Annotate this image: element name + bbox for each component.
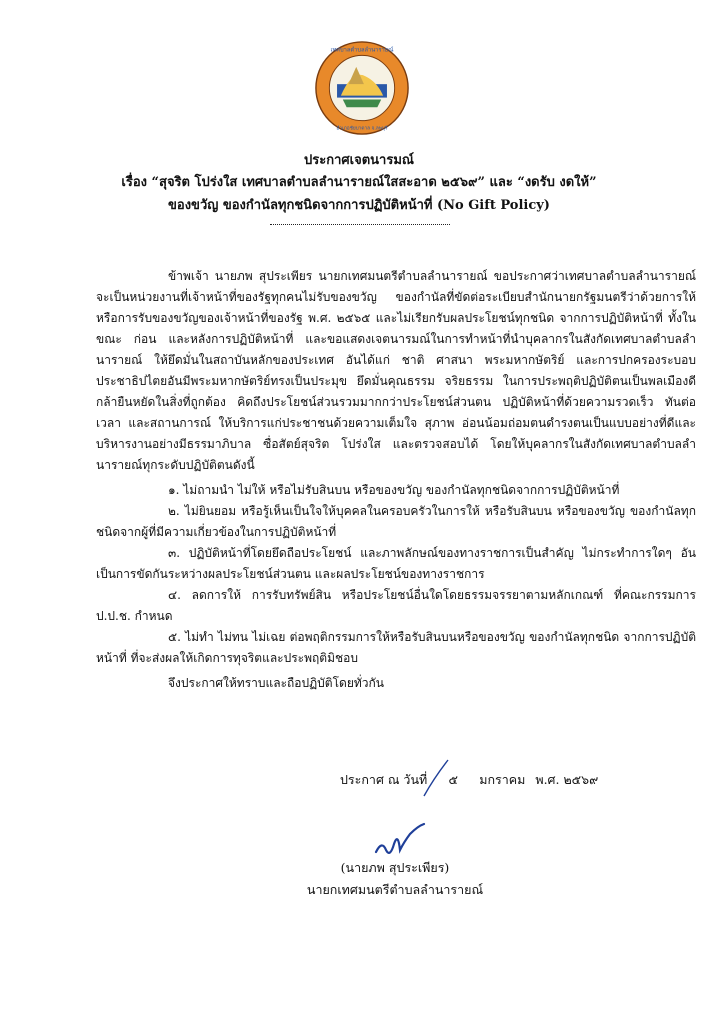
list-item-1: ๑. ไม่ถามนำ ไม่ให้ หรือไม่รับสินบน หรือของขวัญ ของกำนัลทุกชนิดจากการปฏิบัติหน้าที่ — [168, 483, 620, 497]
document-subject-line-2: ของขวัญ ของกำนัลทุกชนิดจากการปฏิบัติหน้าที่ (No Gift Policy) — [168, 198, 550, 213]
date-prefix: ประกาศ ณ วันที่ — [340, 772, 428, 787]
municipality-seal-logo — [314, 40, 410, 136]
list-item-5: ๕. ไม่ทำ ไม่ทน ไม่เฉย ต่อพฤติกรรมการให้หรือรับสินบนหรือของขวัญ ของกำนัลทุกชนิด จากการปฏิบัติหน้าที่ ที่จะส่งผลให้เกิดการทุจริตและประพฤติมิชอบ — [96, 630, 696, 665]
list-item-4: ๔. ลดการให้ การรับทรัพย์สิน หรือประโยชน์อื่นใดโดยธรรมจรรยาตามหลักเกณฑ์ ที่คณะกรรมการ ป.ป.ช. กำหนด — [96, 588, 696, 623]
date-year: พ.ศ. ๒๕๖๙ — [535, 772, 599, 787]
signer-position: นายกเทศมนตรีตำบลลำนารายณ์ — [306, 882, 484, 897]
seal-bottom-text: อำเภอชัยบาดาล จ.ลพบุรี — [336, 126, 388, 132]
signer-name: (นายภพ สุประเพียร) — [340, 860, 450, 875]
title-divider — [270, 224, 450, 225]
date-month: มกราคม — [479, 772, 526, 787]
announcement-date — [340, 770, 598, 790]
date-day: ๕ — [448, 772, 458, 787]
closing-sentence: จึงประกาศให้ทราบและถือปฏิบัติโดยทั่วกัน — [168, 676, 384, 690]
document-title: ประกาศเจตนารมณ์ — [304, 153, 414, 168]
document-subject: เรื่อง “สุจริต โปร่งใส เทศบาลตำบลลำนารายณ์ใสสะอาด ๒๕๖๙” และ “งดรับ งดให้” — [121, 175, 597, 190]
handwritten-signature — [368, 822, 428, 858]
document-body — [96, 266, 696, 694]
signature-stroke — [420, 758, 450, 798]
seal-top-text: เทศบาลตำบลลำนารายณ์ — [330, 47, 394, 54]
intro-paragraph: ข้าพเจ้า นายภพ สุประเพียร นายกเทศมนตรีตำบลลำนารายณ์ ขอประกาศว่าเทศบาลตำบลลำนารายณ์ จะเป็นหน่วยงานที่เจ้าหน้าที่ของรัฐทุกคนไม่รับของขวัญ ของกำนัลที่ขัดต่อระเบียบสำนักนายกรัฐมนตรีว่าด้วยการให้หรือการรับของขวัญของเจ้าหน้าที่ของรัฐ พ.ศ. ๒๕๖๕ และไม่เรียกรับผลประโยชน์ทุกชนิด จากการปฏิบัติหน้าที่ ทั้งในขณะ ก่อน และหลังการปฏิบัติหน้าที่ และขอแสดงเจตนารมณ์ในการทำหน้าที่นำบุคลากรในสังกัดเทศบาลตำบลลำนารายณ์ ให้ยึดมั่นในสถาบันหลักของประเทศ อันได้แก่ ชาติ ศาสนา พระมหากษัตริย์ และการปกครองระบอบประชาธิปไตยอันมีพระมหากษัตริย์ทรงเป็นประมุข ยึดมั่นคุณธรรม จริยธรรม ในการประพฤติปฏิบัติตนเป็นพลเมืองดี กล้ายืนหยัดในสิ่งที่ถูกต้อง คิดถึงประโยชน์ส่วนรวมมากกว่าประโยชน์ส่วนตน ปฏิบัติหน้าที่ด้วยความรวดเร็ว ทันต่อเวลา และสถานการณ์ ให้บริการแก่ประชาชนด้วยความเต็มใจ สุภาพ อ่อนน้อมถ่อมตนดำรงตนเป็นแบบอย่างที่ดีและบริหารงานอย่างมีธรรมาภิบาล ซื่อสัตย์สุจริต โปร่งใส และตรวจสอบได้ โดยให้บุคลากรในสังกัดเทศบาลตำบลลำนารายณ์ทุกระดับปฏิบัติตนดังนี้ — [96, 269, 696, 472]
list-item-2: ๒. ไม่ยินยอม หรือรู้เห็นเป็นใจให้บุคคลในครอบครัวในการให้ หรือรับสินบน หรือของขวัญ ของกำนัลทุกชนิดจากผู้ที่มีความเกี่ยวข้องในการปฏิบัติหน้าที่ — [96, 504, 696, 539]
list-item-3: ๓. ปฏิบัติหน้าที่โดยยึดถือประโยชน์ และภาพลักษณ์ของทางราชการเป็นสำคัญ ไม่กระทำการใดๆ อันเป็นการขัดกันระหว่างผลประโยชน์ส่วนตน และผลประโยชน์ของทางราชการ — [96, 546, 696, 581]
